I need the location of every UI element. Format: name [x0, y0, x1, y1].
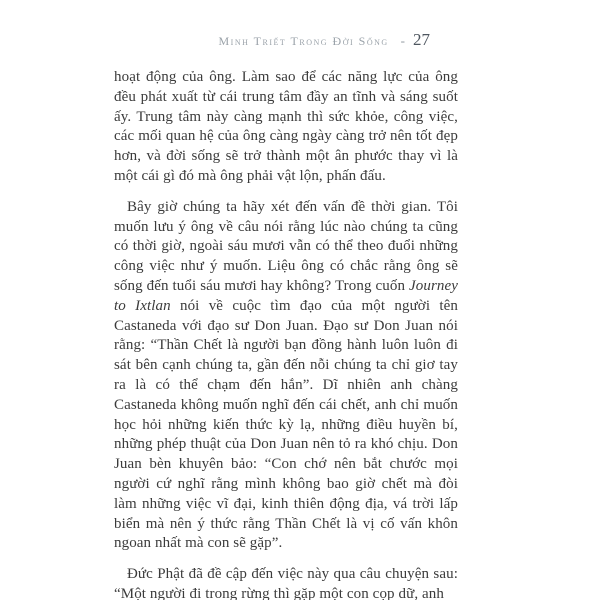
text-segment: nói về cuộc tìm đạo của một người tên Castaneda với đạo sư Don Juan. Đạo sư Don Juan nói rằng: “Thần Chết là người bạn đồng hành luôn luôn đi sát bên cạnh chúng ta, gần đến nỗi chúng ta chỉ giơ tay ra là có thể chạm đến hắn”. Dĩ nhiên anh chàng Castaneda không muốn nghĩ đến cái chết, anh chỉ muốn học hỏi những kiến thức kỳ lạ, những điều huyền bí, những phép thuật của Don Juan nên tỏ ra khó chịu. Don Juan bèn khuyên bảo: “Con chớ nên bắt chước mọi người cứ nghĩ rằng mình không bao giờ chết mà đòi làm những việc vĩ đại, kinh thiên động địa, vá trời lấp biển mà nên ý thức rằng Thần Chết là vị cố vấn khôn ngoan nhất mà con sẽ gặp”. [114, 297, 458, 552]
content-column [114, 30, 458, 600]
book-title-italic: Journey to Ixtlan [114, 277, 458, 314]
paragraph [114, 565, 458, 600]
header-separator: - [400, 33, 405, 48]
page-number: 27 [413, 30, 430, 49]
text-segment: Bây giờ chúng ta hãy xét đến vấn đề thời gian. Tôi muốn lưu ý ông về câu nói rằng lúc nào chúng ta cũng có thời giờ, ngoài sáu mươi vẫn có thể theo đuổi những công việc như ý muốn. Liệu ông có chắc rằng ông sẽ sống đến tuổi sáu mươi hay không? Trong cuốn [114, 198, 458, 294]
text-segment: hoạt động của ông. Làm sao để các năng lực của ông đều phát xuất từ cái trung tâm đầy an tĩnh và sáng suốt ấy. Trung tâm này càng mạnh thì sức khỏe, công việc, các mối quan hệ của ông càng ngày càng trở nên tốt đẹp hơn, và đời sống sẽ trở thành một ân phước thay vì là một cái gì đó mà ông phải vật lộn, phấn đấu. [114, 69, 458, 184]
page-body [114, 68, 458, 600]
paragraph [114, 68, 458, 187]
running-header [114, 30, 458, 50]
paragraph [114, 198, 458, 554]
running-title: Minh Triết Trong Đời Sống [218, 34, 389, 48]
text-segment: Đức Phật đã đề cập đến việc này qua câu chuyện sau: “Một người đi trong rừng thì gặp một con cọp dữ, anh [114, 566, 458, 600]
